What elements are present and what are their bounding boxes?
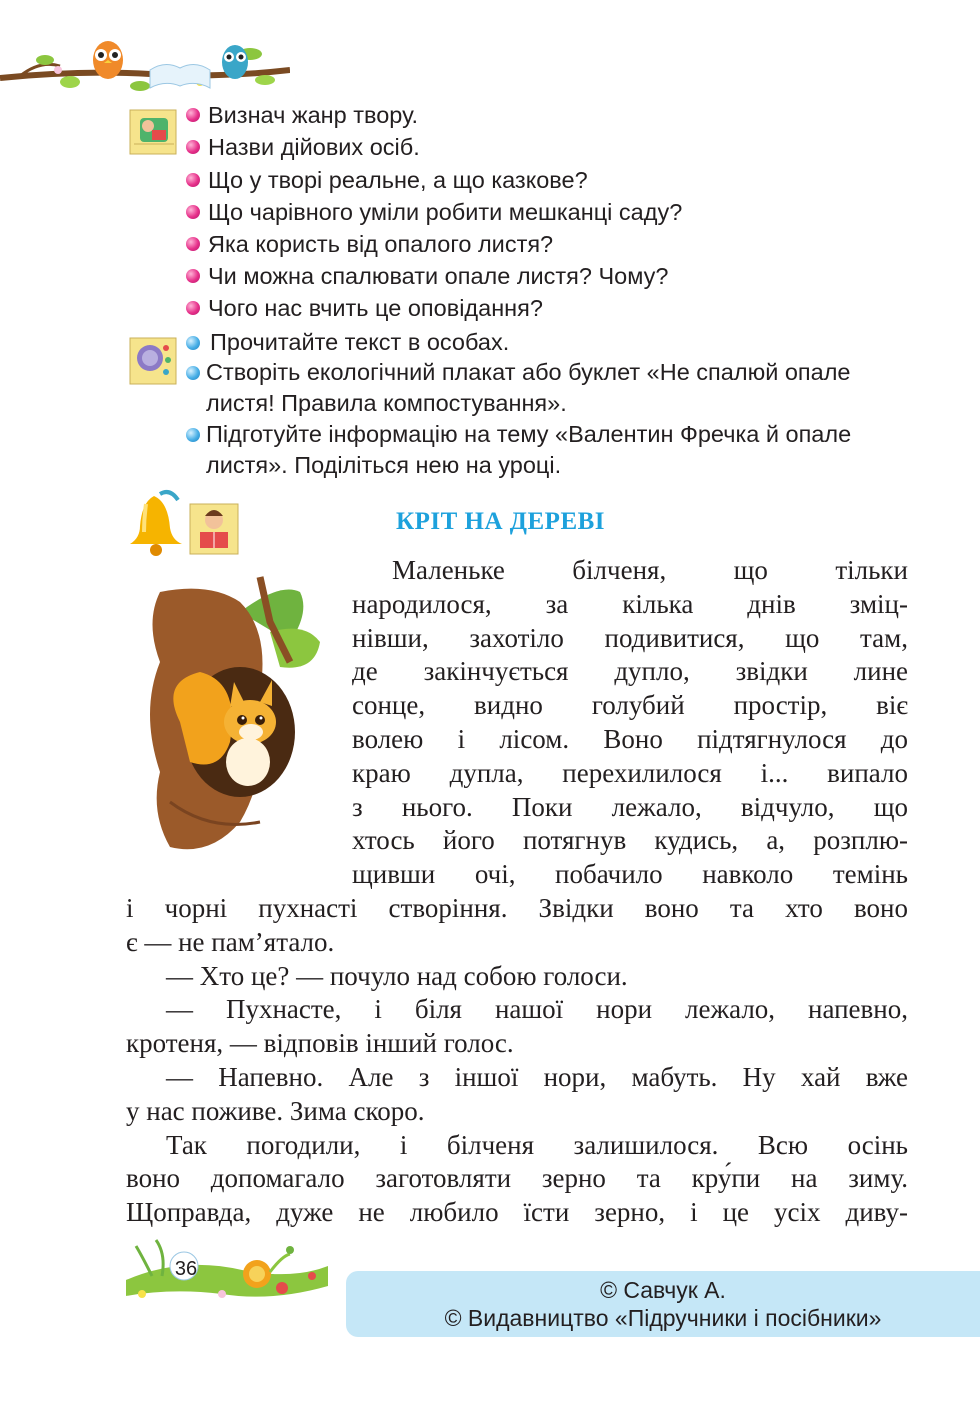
story-text-narrow bbox=[352, 554, 908, 892]
bell-icon bbox=[124, 488, 188, 560]
story-line: Щоправда, дуже не любило їсти зерно, і це усіх диву- bbox=[126, 1197, 908, 1228]
question-item: Визнач жанр твору. bbox=[208, 102, 419, 128]
pink-bullet-icon bbox=[186, 269, 200, 283]
squirrel-in-tree-illustration bbox=[130, 572, 330, 862]
story-line: — Хто це? — почуло над собою голоси. bbox=[166, 960, 628, 991]
pink-bullet-icon bbox=[186, 108, 200, 122]
pink-bullet-icon bbox=[186, 237, 200, 251]
branch-owls-illustration bbox=[0, 30, 290, 110]
pink-bullet-icon bbox=[186, 205, 200, 219]
story-line: є — не пам’ятало. bbox=[126, 926, 335, 957]
story-line: щивши очі, побачило навколо темінь bbox=[352, 859, 908, 890]
page-number: 36 bbox=[174, 1258, 198, 1280]
story-line: — Напевно. Але з іншої нори, мабуть. Ну хай вже bbox=[166, 1061, 908, 1092]
story-line: волею і лісом. Воно підтягнулося до bbox=[352, 723, 908, 754]
task-item: Підготуйте інформацію на тему «Валентин Фречка й опале листя». Поділіться нею на уроці. bbox=[206, 421, 852, 478]
footer-meadow-illustration bbox=[122, 1236, 334, 1308]
blue-bullet-icon bbox=[186, 336, 200, 350]
story-line: і чорні пухнасті створіння. Звідки воно та хто воно bbox=[126, 893, 908, 923]
blue-bullet-icon bbox=[186, 366, 200, 380]
question-item: Чи можна спалювати опале листя? Чому? bbox=[208, 263, 669, 289]
story-line: хтось його потягнув кудись, а, розплю- bbox=[352, 825, 908, 856]
question-item: Назви дійових осіб. bbox=[208, 134, 420, 160]
pink-bullet-icon bbox=[186, 301, 200, 315]
story-line: нівши, захотіло подивитися, що там, bbox=[352, 622, 908, 653]
question-item: Що чарівного уміли робити мешканці саду? bbox=[208, 199, 683, 225]
pink-bullet-icon bbox=[186, 140, 200, 154]
story-line: — Пухнасте, і біля нашої нори лежало, напевно, bbox=[166, 994, 908, 1025]
story-line: кротеня, — відповів інший голос. bbox=[126, 1028, 514, 1059]
story-line: Так погодили, і білченя залишилося. Всю осінь bbox=[166, 1129, 908, 1160]
copyright-publisher: © Видавництво «Підручники і посібники» bbox=[444, 1305, 882, 1331]
pink-bullet-icon bbox=[186, 173, 200, 187]
story-line: з нього. Поки лежало, відчуло, що bbox=[352, 791, 908, 822]
story-line: народилося, за кілька днів зміц- bbox=[352, 588, 908, 619]
copyright-author: © Савчук А. bbox=[600, 1277, 726, 1303]
story-line: краю дупла, перехилилося і... випало bbox=[352, 757, 908, 788]
question-item: Яка користь від опалого листя? bbox=[208, 231, 554, 257]
reading-child-icon bbox=[188, 500, 242, 558]
task-item: Прочитайте текст в особах. bbox=[210, 329, 510, 355]
story-line: воно допомагало заготовляти зерно та кру́пи на зиму. bbox=[126, 1163, 908, 1194]
question-task-icon bbox=[126, 104, 182, 158]
story-line: Маленьке білченя, що тільки bbox=[392, 555, 908, 585]
story-text-wide bbox=[126, 892, 908, 1230]
creative-task-icon bbox=[126, 334, 182, 388]
question-item: Чого нас вчить це оповідання? bbox=[208, 295, 543, 321]
story-line: у нас поживе. Зима скоро. bbox=[126, 1095, 425, 1126]
task-item: Створіть екологічний плакат або буклет «Не спалюй опале листя! Правила компостування». bbox=[206, 359, 851, 416]
story-line: де закінчується дупло, звідки лине bbox=[352, 656, 908, 687]
story-line: сонце, видно голубий простір, віє bbox=[352, 690, 908, 721]
question-item: Що у творі реальне, а що казкове? bbox=[208, 167, 588, 193]
blue-bullet-icon bbox=[186, 428, 200, 442]
story-title: КРІТ НА ДЕРЕВІ bbox=[396, 508, 606, 535]
